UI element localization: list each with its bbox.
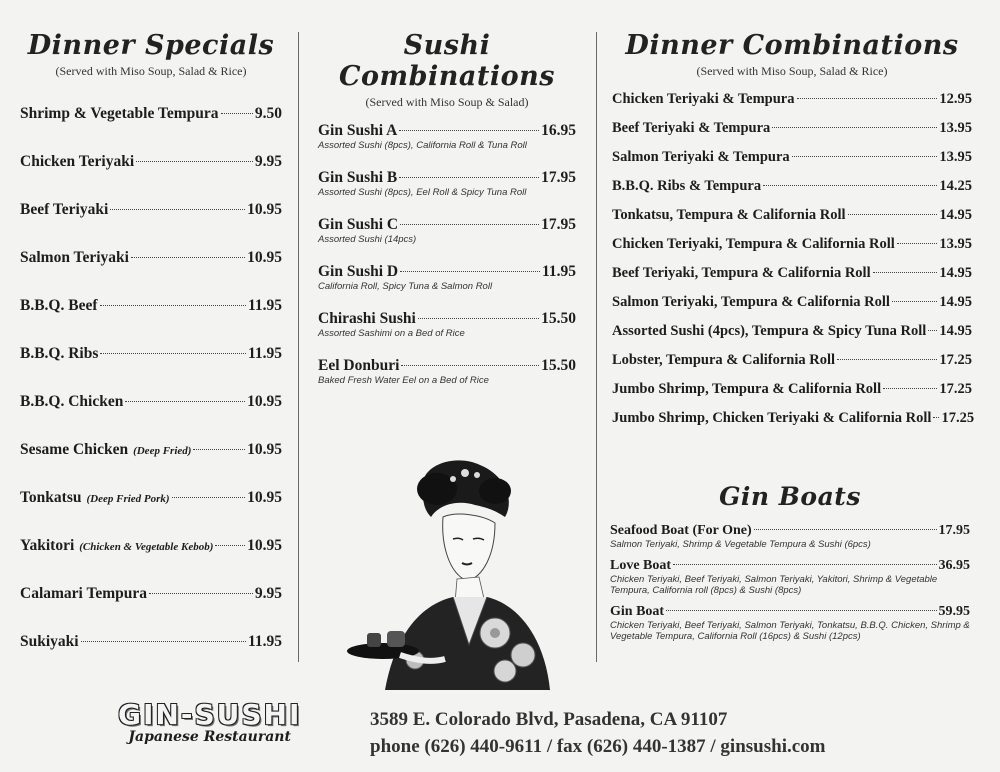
geisha-illustration [345, 455, 555, 690]
item-price: 15.50 [541, 310, 576, 327]
sushi-combination-item [318, 122, 576, 169]
item-note: (Deep Fried Pork) [86, 493, 170, 505]
gin-boats-list [610, 523, 970, 642]
menu-row [20, 585, 282, 633]
menu-row [20, 105, 282, 153]
item-name: Eel Donburi [318, 357, 400, 374]
logo-text: GIN-SUSHI [118, 698, 302, 731]
dot-leader [193, 449, 245, 450]
menu-row [612, 381, 972, 410]
dinner-special-item [20, 105, 282, 153]
menu-row [318, 263, 576, 281]
item-name: Tonkatsu [20, 489, 82, 506]
menu-row [612, 91, 972, 120]
menu-row [612, 149, 972, 178]
dot-leader [125, 401, 245, 402]
dinner-combination-item [612, 91, 972, 120]
item-name: Calamari Tempura [20, 585, 148, 602]
item-description: Assorted Sushi (14pcs) [318, 234, 417, 245]
dinner-special-item [20, 345, 282, 393]
item-price: 10.95 [247, 201, 282, 218]
menu-row [610, 604, 970, 620]
item-price: 17.95 [541, 216, 576, 233]
item-description: Baked Fresh Water Eel on a Bed of Rice [318, 375, 489, 386]
dinner-combination-item [612, 410, 975, 439]
item-price: 17.25 [941, 410, 975, 426]
item-price: 9.95 [254, 153, 282, 170]
dinner-special-item [20, 201, 282, 249]
dinner-combinations-title: Dinner Combinations [625, 30, 959, 61]
item-name: Chirashi Sushi [318, 310, 416, 327]
item-name: Gin Sushi D [318, 263, 399, 280]
dot-leader [883, 388, 937, 389]
item-price: 10.95 [247, 393, 282, 410]
dot-leader [81, 641, 246, 642]
dinner-combination-item [612, 294, 972, 323]
menu-row [612, 207, 972, 236]
dinner-special-item [20, 537, 282, 585]
item-price: 16.95 [541, 122, 576, 139]
item-price: 9.50 [254, 105, 282, 122]
item-name: Salmon Teriyaki & Tempura [612, 149, 790, 165]
item-price: 14.95 [939, 207, 972, 223]
dinner-combinations-subtitle: (Served with Miso Soup, Salad & Rice) [696, 64, 888, 78]
dot-leader [666, 610, 936, 611]
contact-line: phone (626) 440-9611 / fax (626) 440-1387 / ginsushi.com [370, 736, 826, 757]
restaurant-logo [118, 698, 301, 745]
item-name: Beef Teriyaki & Tempura [612, 120, 771, 136]
item-note: (Deep Fried) [133, 445, 192, 457]
sushi-combinations-title: Sushi Combinations [339, 30, 555, 92]
menu-row [20, 537, 282, 585]
item-name: Chicken Teriyaki & Tempura [612, 91, 795, 107]
dinner-combination-item [612, 352, 972, 381]
sushi-combination-item [318, 263, 576, 310]
dot-leader [772, 127, 937, 128]
menu-row [20, 633, 282, 681]
dinner-combination-item [612, 120, 972, 149]
dot-leader [400, 224, 539, 225]
item-description: Chicken Teriyaki, Beef Teriyaki, Salmon Teriyaki, Tonkatsu, B.B.Q. Chicken, Shrimp & Vegetable Tempura, California Roll (16pcs) & Sushi (12pcs) [610, 620, 970, 642]
item-description: Assorted Sushi (8pcs), Eel Roll & Spicy Tuna Roll [318, 187, 527, 198]
dinner-special-item [20, 633, 282, 681]
item-name: Beef Teriyaki [20, 201, 109, 218]
item-name: Gin Sushi B [318, 169, 398, 186]
dinner-special-item [20, 153, 282, 201]
item-price: 10.95 [247, 489, 282, 506]
column-divider [298, 32, 299, 662]
item-price: 9.95 [254, 585, 282, 602]
dot-leader [221, 113, 253, 114]
item-price: 14.25 [939, 178, 972, 194]
dinner-special-item [20, 249, 282, 297]
dinner-combination-item [612, 207, 972, 236]
dinner-specials-section [20, 30, 282, 681]
logo-subtitle: Japanese Restaurant [128, 729, 291, 745]
dot-leader [873, 272, 938, 273]
dinner-special-item [20, 489, 282, 537]
address: 3589 E. Colorado Blvd, Pasadena, CA 91107 [370, 709, 728, 730]
item-name: Salmon Teriyaki [20, 249, 129, 266]
dot-leader [100, 353, 246, 354]
dinner-combination-item [612, 323, 972, 352]
menu-row [20, 345, 282, 393]
item-description: Assorted Sushi (8pcs), California Roll & Tuna Roll [318, 140, 527, 151]
item-price: 17.25 [939, 352, 972, 368]
sushi-combinations-list [318, 122, 576, 404]
item-name: Beef Teriyaki, Tempura & California Roll [612, 265, 871, 281]
dot-leader [401, 365, 539, 366]
menu-row [318, 122, 576, 140]
dinner-special-item [20, 393, 282, 441]
dinner-combination-item [612, 149, 972, 178]
menu-row [612, 294, 972, 323]
menu-row [612, 410, 975, 439]
item-name: Lobster, Tempura & California Roll [612, 352, 836, 368]
item-name: Jumbo Shrimp, Tempura & California Roll [612, 381, 882, 397]
item-name: Gin Sushi A [318, 122, 398, 139]
dot-leader [928, 330, 937, 331]
dot-leader [673, 564, 936, 565]
menu-row [612, 236, 972, 265]
dot-leader [897, 243, 938, 244]
menu-row [612, 323, 972, 352]
dot-leader [792, 156, 938, 157]
menu-row [20, 393, 282, 441]
menu-row [20, 201, 282, 249]
item-price: 11.95 [247, 633, 282, 650]
menu-row [318, 169, 576, 187]
menu-row [20, 153, 282, 201]
gin-boat-item [610, 604, 970, 642]
item-price: 11.95 [247, 297, 282, 314]
sushi-combination-item [318, 310, 576, 357]
dinner-special-item [20, 585, 282, 633]
menu-row [612, 178, 972, 207]
dot-leader [136, 161, 253, 162]
item-name: Chicken Teriyaki, Tempura & California Roll [612, 236, 895, 252]
sushi-combination-item [318, 357, 576, 404]
dinner-combination-item [612, 265, 972, 294]
gin-boats-title: Gin Boats [719, 482, 861, 511]
item-name: Salmon Teriyaki, Tempura & California Roll [612, 294, 890, 310]
menu-row [318, 310, 576, 328]
dinner-special-item [20, 441, 282, 489]
item-name: Sesame Chicken [20, 441, 129, 458]
sushi-combination-item [318, 169, 576, 216]
menu-row [20, 489, 282, 537]
item-price: 14.95 [939, 323, 972, 339]
item-description: California Roll, Spicy Tuna & Salmon Roll [318, 281, 493, 292]
dinner-combinations-list [612, 91, 975, 439]
dot-leader [399, 130, 539, 131]
item-description: Salmon Teriyaki, Shrimp & Vegetable Tempura & Sushi (6pcs) [610, 539, 871, 550]
dot-leader [172, 497, 246, 498]
dinner-combination-item [612, 178, 972, 207]
item-price: 14.95 [939, 265, 972, 281]
dinner-specials-subtitle: (Served with Miso Soup, Salad & Rice) [55, 64, 247, 78]
item-name: Seafood Boat (For One) [610, 523, 752, 538]
dot-leader [418, 318, 539, 319]
item-name: Assorted Sushi (4pcs), Tempura & Spicy Tuna Roll [612, 323, 927, 339]
item-price: 15.50 [541, 357, 576, 374]
item-name: B.B.Q. Ribs [20, 345, 99, 362]
item-description: Assorted Sashimi on a Bed of Rice [318, 328, 465, 339]
menu-row [318, 357, 576, 375]
dot-leader [797, 98, 938, 99]
dot-leader [400, 271, 540, 272]
item-name: Chicken Teriyaki [20, 153, 135, 170]
item-name: Gin Boat [610, 604, 665, 619]
item-name: Love Boat [610, 558, 672, 573]
menu-row [20, 249, 282, 297]
dot-leader [100, 305, 246, 306]
menu-row [612, 120, 972, 149]
item-name: B.B.Q. Beef [20, 297, 98, 314]
item-price: 10.95 [247, 537, 282, 554]
item-price: 13.95 [939, 149, 972, 165]
column-divider [596, 32, 597, 662]
item-name: Gin Sushi C [318, 216, 399, 233]
sushi-combinations-subtitle: (Served with Miso Soup & Salad) [365, 95, 529, 109]
dinner-combination-item [612, 381, 972, 410]
item-price: 17.25 [939, 381, 972, 397]
item-price: 59.95 [938, 604, 970, 619]
dot-leader [131, 257, 245, 258]
item-price: 10.95 [247, 441, 282, 458]
gin-boats-section [610, 482, 970, 650]
item-name: Jumbo Shrimp, Chicken Teriyaki & California Roll [612, 410, 932, 426]
sushi-combination-item [318, 216, 576, 263]
item-name: B.B.Q. Chicken [20, 393, 124, 410]
item-price: 13.95 [939, 120, 972, 136]
dot-leader [399, 177, 539, 178]
dinner-combinations-section [612, 30, 975, 439]
dinner-specials-title: Dinner Specials [27, 30, 275, 61]
dot-leader [837, 359, 937, 360]
item-price: 17.95 [938, 523, 970, 538]
menu-row [612, 265, 972, 294]
menu-row [20, 441, 282, 489]
item-price: 10.95 [247, 249, 282, 266]
dinner-specials-list [20, 105, 282, 681]
sushi-combinations-section [318, 30, 576, 404]
dot-leader [149, 593, 253, 594]
dot-leader [933, 417, 939, 418]
dinner-combination-item [612, 236, 972, 265]
item-price: 36.95 [938, 558, 970, 573]
item-price: 12.95 [939, 91, 972, 107]
item-note: (Chicken & Vegetable Kebob) [79, 541, 214, 553]
item-price: 14.95 [939, 294, 972, 310]
item-name: B.B.Q. Ribs & Tempura [612, 178, 762, 194]
menu-row [318, 216, 576, 234]
item-name: Tonkatsu, Tempura & California Roll [612, 207, 846, 223]
item-description: Chicken Teriyaki, Beef Teriyaki, Salmon Teriyaki, Yakitori, Shrimp & Vegetable Tempura, California roll (8pcs) & Sushi (8pcs) [610, 574, 938, 596]
menu-row [612, 352, 972, 381]
dot-leader [848, 214, 938, 215]
item-name: Shrimp & Vegetable Tempura [20, 105, 219, 122]
item-price: 11.95 [247, 345, 282, 362]
dot-leader [892, 301, 937, 302]
item-price: 13.95 [939, 236, 972, 252]
menu-row [20, 297, 282, 345]
gin-boat-item [610, 523, 970, 550]
item-price: 17.95 [541, 169, 576, 186]
dot-leader [215, 545, 245, 546]
item-name: Sukiyaki [20, 633, 79, 650]
item-price: 11.95 [541, 263, 576, 280]
dinner-special-item [20, 297, 282, 345]
contact-info [370, 706, 826, 760]
item-name: Yakitori [20, 537, 75, 554]
gin-boat-item [610, 558, 970, 596]
dot-leader [754, 529, 937, 530]
dot-leader [110, 209, 245, 210]
menu-row [610, 523, 970, 539]
dot-leader [763, 185, 937, 186]
menu-row [610, 558, 970, 574]
